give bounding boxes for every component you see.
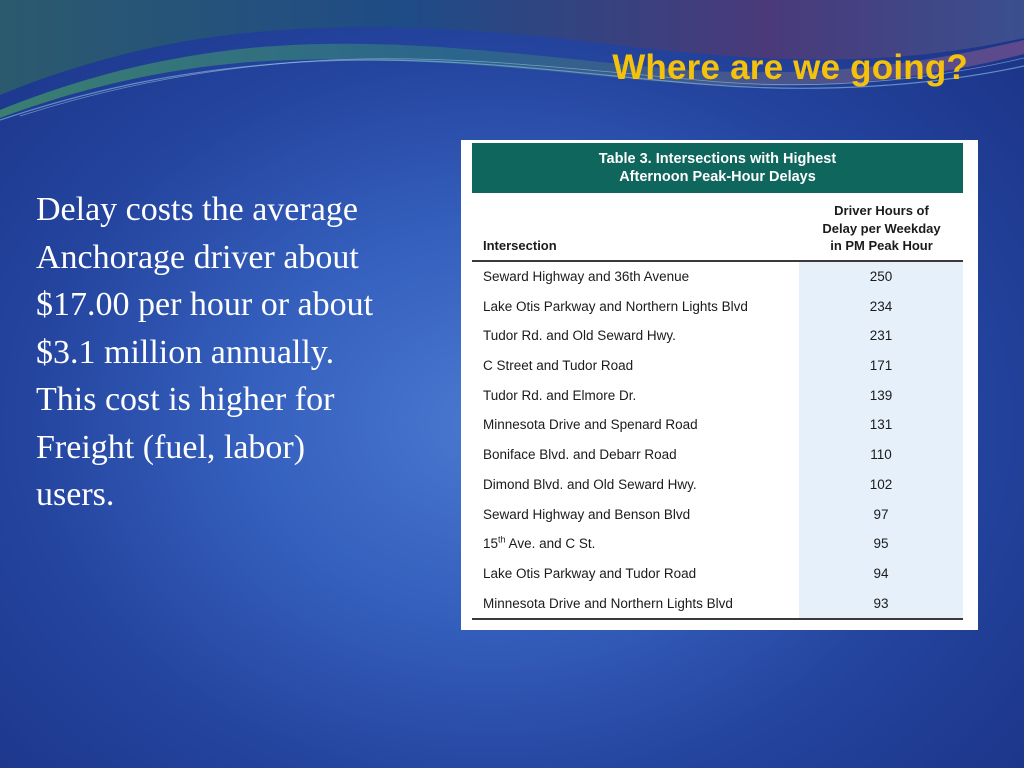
delay-value: 231 — [869, 328, 893, 344]
column-header-line: Delay per Weekday — [822, 220, 941, 236]
table-title-line: Table 3. Intersections with Highest — [598, 151, 837, 167]
intersection-name: Seward Highway and Benson Blvd — [483, 506, 691, 522]
table-title-line: Afternoon Peak-Hour Delays — [619, 169, 816, 185]
intersection-name: Boniface Blvd. and Debarr Road — [483, 447, 677, 463]
delay-value: 171 — [869, 358, 893, 374]
delay-value: 250 — [869, 269, 893, 284]
table-row — [472, 470, 963, 500]
intersection-name: Lake Otis Parkway and Northern Lights Blvd — [483, 298, 748, 314]
table-row — [472, 321, 963, 351]
table-row — [472, 500, 963, 530]
table-row — [472, 559, 963, 589]
delay-value: 97 — [873, 506, 889, 522]
intersection-name-number: 15 — [483, 536, 499, 552]
intersection-name-rest: Ave. and C St. — [505, 536, 596, 552]
delay-value: 102 — [869, 476, 893, 492]
table-row — [472, 351, 963, 381]
body-line: Freight (fuel, labor) — [36, 428, 306, 466]
body-line: users. — [36, 476, 115, 513]
delay-value: 139 — [869, 387, 893, 403]
slide-body-text — [36, 186, 456, 519]
intersection-name: Minnesota Drive and Spenard Road — [483, 417, 698, 433]
table-title — [472, 143, 963, 193]
intersection-name: Lake Otis Parkway and Tudor Road — [483, 565, 697, 581]
intersection-delay-table — [461, 140, 978, 630]
intersection-name: Tudor Rd. and Elmore Dr. — [483, 387, 637, 403]
intersection-name: Dimond Blvd. and Old Seward Hwy. — [483, 476, 697, 492]
table-row — [472, 589, 963, 619]
intersection-name: Minnesota Drive and Northern Lights Blvd — [483, 595, 733, 611]
intersection-name: C Street and Tudor Road — [483, 358, 634, 374]
intersection-name: Tudor Rd. and Old Seward Hwy. — [483, 328, 676, 344]
delay-value: 94 — [873, 565, 889, 581]
table-row — [472, 292, 963, 322]
table-row — [472, 410, 963, 440]
delay-value: 93 — [873, 595, 889, 611]
table-bottom-divider — [472, 618, 963, 620]
body-line: Delay costs the average — [36, 191, 358, 228]
column-header-line: Driver Hours of — [834, 203, 929, 218]
table-row — [472, 381, 963, 411]
body-line: $17.00 per hour or about — [36, 286, 374, 323]
intersection-name — [483, 529, 595, 559]
ordinal-suffix: th — [498, 534, 506, 545]
table-row — [472, 440, 963, 470]
body-line: This cost is higher for — [36, 381, 335, 418]
delay-value: 110 — [870, 447, 892, 463]
delay-value: 234 — [869, 298, 893, 314]
body-line: $3.1 million annually. — [36, 333, 335, 371]
table-row — [472, 262, 963, 292]
delay-value: 131 — [869, 417, 893, 433]
table-rows — [472, 262, 963, 618]
column-header-delay — [799, 202, 964, 255]
intersection-name: Seward Highway and 36th Avenue — [483, 269, 690, 284]
slide-title: Where are we going? — [612, 48, 968, 87]
body-line: Anchorage driver about — [36, 238, 359, 276]
table-row — [472, 529, 963, 559]
column-header-intersection: Intersection — [483, 238, 557, 253]
delay-value: 95 — [873, 536, 889, 552]
column-header-line: in PM Peak Hour — [830, 238, 933, 253]
